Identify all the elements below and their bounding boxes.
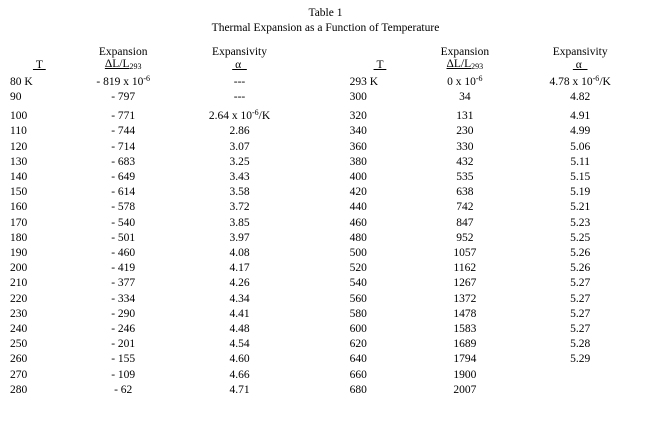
- cell-expansivity-right: 5.21: [570, 201, 591, 214]
- cell-temp-right: 640: [349, 353, 367, 366]
- cell-temp-right: 480: [349, 231, 367, 244]
- cell-expansivity-right: 5.27: [570, 307, 591, 320]
- header-temp-right-top: [350, 46, 411, 58]
- cell-expansivity-right: 4.99: [570, 125, 591, 138]
- cell-expansion-left: - 201: [111, 338, 136, 351]
- thermal-expansion-table: [10, 46, 641, 398]
- cell-expansion-left: - 62: [114, 383, 133, 396]
- table-row: [10, 368, 641, 383]
- cell-temp-right: 300: [349, 90, 367, 103]
- cell-expansivity-right: 5.15: [570, 170, 591, 183]
- cell-expansion-left: - 649: [111, 170, 136, 183]
- cell-expansivity-left: 2.64 x $10^{-6}/K$: [208, 108, 271, 123]
- table-row: [10, 200, 641, 215]
- cell-expansion-left: - 614: [111, 186, 136, 199]
- cell-expansion-right: 1583: [453, 323, 477, 335]
- cell-expansivity-right: 5.25: [570, 231, 591, 244]
- cell-expansivity-left: 4.17: [229, 262, 250, 275]
- cell-temp-left: 160: [10, 201, 28, 214]
- cell-expansivity-left: 4.26: [229, 277, 250, 290]
- cell-expansion-right: 1372: [453, 292, 477, 305]
- cell-expansion-right: 330: [456, 140, 474, 153]
- header-expansion-left: $\Delta L/L_{293}$: [104, 57, 142, 71]
- table-row: [10, 124, 641, 139]
- header-expansivity-right-top: Expansivity: [552, 45, 608, 58]
- cell-expansion-right: 742: [456, 201, 474, 214]
- cell-temp-right: 380: [349, 155, 367, 168]
- table-row: [10, 337, 641, 352]
- cell-expansivity-left: 4.54: [229, 338, 250, 351]
- cell-expansion-right: 131: [456, 110, 474, 123]
- table-row: [10, 185, 641, 200]
- table-row: [10, 155, 641, 170]
- cell-expansivity-right: 5.23: [570, 216, 591, 229]
- cell-expansivity-right: 5.27: [570, 323, 591, 335]
- cell-expansion-left: - 714: [111, 140, 136, 153]
- cell-expansivity-left: 3.07: [229, 140, 250, 153]
- cell-temp-left: 260: [10, 353, 28, 366]
- cell-temp-left: 100: [10, 110, 28, 123]
- cell-gap: [301, 155, 349, 170]
- cell-temp-left: 140: [10, 170, 28, 183]
- header-expansion-right-top: Expansion: [440, 45, 490, 58]
- cell-expansivity-left: 3.85: [229, 216, 250, 229]
- cell-gap: [301, 276, 349, 291]
- cell-temp-left: 210: [10, 277, 28, 290]
- table-row: [10, 261, 641, 276]
- header-expansivity-left-top: Expansivity: [212, 45, 267, 58]
- header-expansion-left-top: Expansion: [98, 45, 148, 58]
- cell-expansion-right: 34: [459, 90, 471, 103]
- cell-gap: [301, 383, 349, 398]
- cell-expansion-left: - 246: [111, 323, 136, 335]
- cell-gap: [301, 322, 349, 337]
- table-row: [10, 292, 641, 307]
- cell-gap: [301, 124, 349, 139]
- cell-expansion-right: 1689: [453, 338, 477, 351]
- cell-expansion-left: - 155: [111, 353, 136, 366]
- table-body: [10, 71, 641, 398]
- cell-gap: [301, 231, 349, 246]
- cell-temp-right: 360: [349, 140, 367, 153]
- cell-temp-left: 250: [10, 338, 28, 351]
- cell-expansion-left: - 683: [111, 155, 136, 168]
- cell-expansion-left: - 797: [111, 90, 136, 103]
- cell-expansion-right: 1900: [453, 368, 477, 381]
- cell-temp-left: 80 K: [10, 75, 33, 88]
- cell-temp-left: 280: [10, 383, 28, 396]
- cell-expansivity-left: 4.71: [229, 383, 250, 396]
- header-expansivity-right: α: [572, 58, 588, 71]
- cell-temp-right: 420: [349, 186, 367, 199]
- cell-expansivity-left: 4.41: [229, 307, 250, 320]
- cell-temp-left: 230: [10, 307, 28, 320]
- cell-gap: [301, 71, 349, 90]
- cell-temp-left: 240: [10, 323, 28, 335]
- cell-expansion-right: 952: [456, 231, 474, 244]
- cell-temp-left: 120: [10, 140, 28, 153]
- cell-gap: [301, 216, 349, 231]
- cell-expansion-right: 638: [456, 186, 474, 199]
- header-expansion-right: $\Delta L/L_{293}$: [446, 57, 484, 71]
- cell-expansion-left: - 377: [111, 277, 136, 290]
- cell-expansivity-right: [519, 383, 641, 398]
- cell-expansion-right: 535: [456, 170, 474, 183]
- table-row: [10, 352, 641, 367]
- table-row: [10, 307, 641, 322]
- cell-expansion-right: 1478: [453, 307, 477, 320]
- header-temp-left: T: [32, 58, 46, 71]
- cell-temp-left: 130: [10, 155, 28, 168]
- cell-expansivity-left: 2.86: [229, 125, 250, 138]
- table-row: [10, 276, 641, 291]
- cell-gap: [301, 337, 349, 352]
- cell-expansivity-right: 5.27: [570, 277, 591, 290]
- cell-expansion-left: - 290: [111, 307, 136, 320]
- table-row: [10, 383, 641, 398]
- header-gap-bottom: [301, 58, 349, 71]
- cell-expansion-left: - 334: [111, 292, 136, 305]
- cell-temp-left: 200: [10, 262, 28, 275]
- cell-temp-right: 500: [349, 246, 367, 259]
- cell-gap: [301, 368, 349, 383]
- cell-temp-right: 680: [349, 383, 367, 396]
- cell-expansivity-right: 5.26: [570, 262, 591, 275]
- cell-expansion-right: 1794: [453, 353, 477, 366]
- cell-temp-right: 320: [349, 110, 367, 123]
- cell-expansion-left: - 744: [111, 125, 136, 138]
- cell-temp-right: 520: [349, 262, 367, 275]
- cell-expansion-left: - 109: [111, 368, 136, 381]
- cell-expansion-right: 847: [456, 216, 474, 229]
- table-row: [10, 170, 641, 185]
- table-header: [10, 46, 641, 71]
- cell-temp-left: 90: [10, 90, 22, 103]
- cell-expansivity-left: 4.34: [229, 292, 250, 305]
- cell-expansivity-left: ---: [233, 75, 246, 88]
- cell-expansivity-right: 4.82: [570, 90, 591, 103]
- cell-temp-right: 580: [349, 307, 367, 320]
- cell-expansion-left: - 501: [111, 231, 136, 244]
- table-row: [10, 71, 641, 90]
- table-row: [10, 90, 641, 105]
- cell-temp-right: 440: [349, 201, 367, 214]
- cell-expansivity-left: 3.72: [229, 201, 250, 214]
- cell-expansivity-right: 5.06: [570, 140, 591, 153]
- cell-expansivity-left: 3.43: [229, 170, 250, 183]
- cell-gap: [301, 105, 349, 124]
- cell-temp-right: 600: [349, 323, 367, 335]
- cell-gap: [301, 307, 349, 322]
- table-row: [10, 322, 641, 337]
- cell-expansion-left: - 771: [111, 110, 136, 123]
- table-row: [10, 231, 641, 246]
- table-row: [10, 140, 641, 155]
- cell-temp-left: 110: [10, 125, 27, 138]
- table-title: Thermal Expansion as a Function of Temperature: [211, 22, 440, 35]
- cell-expansivity-left: 3.97: [229, 231, 250, 244]
- header-temp-right: T: [373, 58, 387, 71]
- cell-gap: [301, 185, 349, 200]
- cell-temp-right: 560: [349, 292, 367, 305]
- cell-expansivity-right: [519, 368, 641, 383]
- cell-gap: [301, 170, 349, 185]
- table-row: [10, 246, 641, 261]
- cell-expansivity-left: 4.48: [229, 323, 250, 335]
- cell-gap: [301, 261, 349, 276]
- header-expansivity-left: α: [232, 58, 247, 71]
- cell-gap: [301, 352, 349, 367]
- cell-temp-left: 270: [10, 368, 28, 381]
- cell-temp-left: 220: [10, 292, 28, 305]
- cell-expansivity-left: ---: [233, 90, 246, 103]
- cell-expansion-left: - 578: [111, 201, 136, 214]
- cell-gap: [301, 200, 349, 215]
- cell-expansivity-right: 5.27: [570, 292, 591, 305]
- table-row: [10, 105, 641, 124]
- cell-expansion-left: - 540: [111, 216, 136, 229]
- cell-temp-left: 170: [10, 216, 28, 229]
- cell-expansion-right: 1162: [453, 262, 477, 275]
- cell-temp-left: 180: [10, 231, 28, 244]
- cell-gap: [301, 246, 349, 261]
- cell-expansivity-right: 5.29: [570, 353, 591, 366]
- cell-expansivity-right: 5.11: [570, 155, 591, 168]
- cell-expansivity-left: 4.66: [229, 368, 250, 381]
- header-gap-top: [301, 46, 349, 58]
- cell-expansivity-left: 4.60: [229, 353, 250, 366]
- table-caption-block: [10, 6, 641, 36]
- cell-temp-right: 540: [349, 277, 367, 290]
- cell-expansivity-right: 5.28: [570, 338, 591, 351]
- cell-expansion-right: 2007: [453, 383, 477, 396]
- cell-expansivity-right: 5.26: [570, 246, 591, 259]
- cell-expansivity-left: 4.08: [229, 246, 250, 259]
- header-row-bottom: [10, 58, 641, 71]
- header-temp-left-top: [10, 46, 69, 58]
- cell-temp-left: 190: [10, 246, 28, 259]
- table-row: [10, 216, 641, 231]
- header-row-top: [10, 46, 641, 58]
- cell-gap: [301, 90, 349, 105]
- cell-expansion-right: 230: [456, 125, 474, 138]
- cell-temp-left: 150: [10, 186, 28, 199]
- cell-expansivity-right: 5.19: [570, 186, 591, 199]
- cell-expansion-right: 1267: [453, 277, 477, 290]
- cell-expansion-left: - 460: [111, 246, 136, 259]
- cell-temp-right: 460: [349, 216, 367, 229]
- cell-expansion-right: 432: [456, 155, 474, 168]
- cell-temp-right: 620: [349, 338, 367, 351]
- cell-expansion-left: - 419: [111, 262, 136, 275]
- cell-expansivity-left: 3.58: [229, 186, 250, 199]
- cell-expansion-left: - 819 x $10^{-6}$: [96, 73, 150, 88]
- cell-temp-right: 660: [349, 368, 367, 381]
- cell-temp-right: 400: [349, 170, 367, 183]
- cell-expansivity-right: 4.78 x $10^{-6}/K$: [549, 73, 611, 88]
- cell-expansivity-left: 3.25: [229, 155, 250, 168]
- cell-temp-right: 293 K: [349, 75, 378, 88]
- cell-temp-right: 340: [349, 125, 367, 138]
- cell-gap: [301, 292, 349, 307]
- cell-expansion-right: 0 x $10^{-6}$: [447, 73, 483, 88]
- cell-gap: [301, 140, 349, 155]
- cell-expansivity-right: 4.91: [570, 110, 591, 123]
- cell-expansion-right: 1057: [453, 246, 477, 259]
- table-number: Table 1: [308, 7, 343, 19]
